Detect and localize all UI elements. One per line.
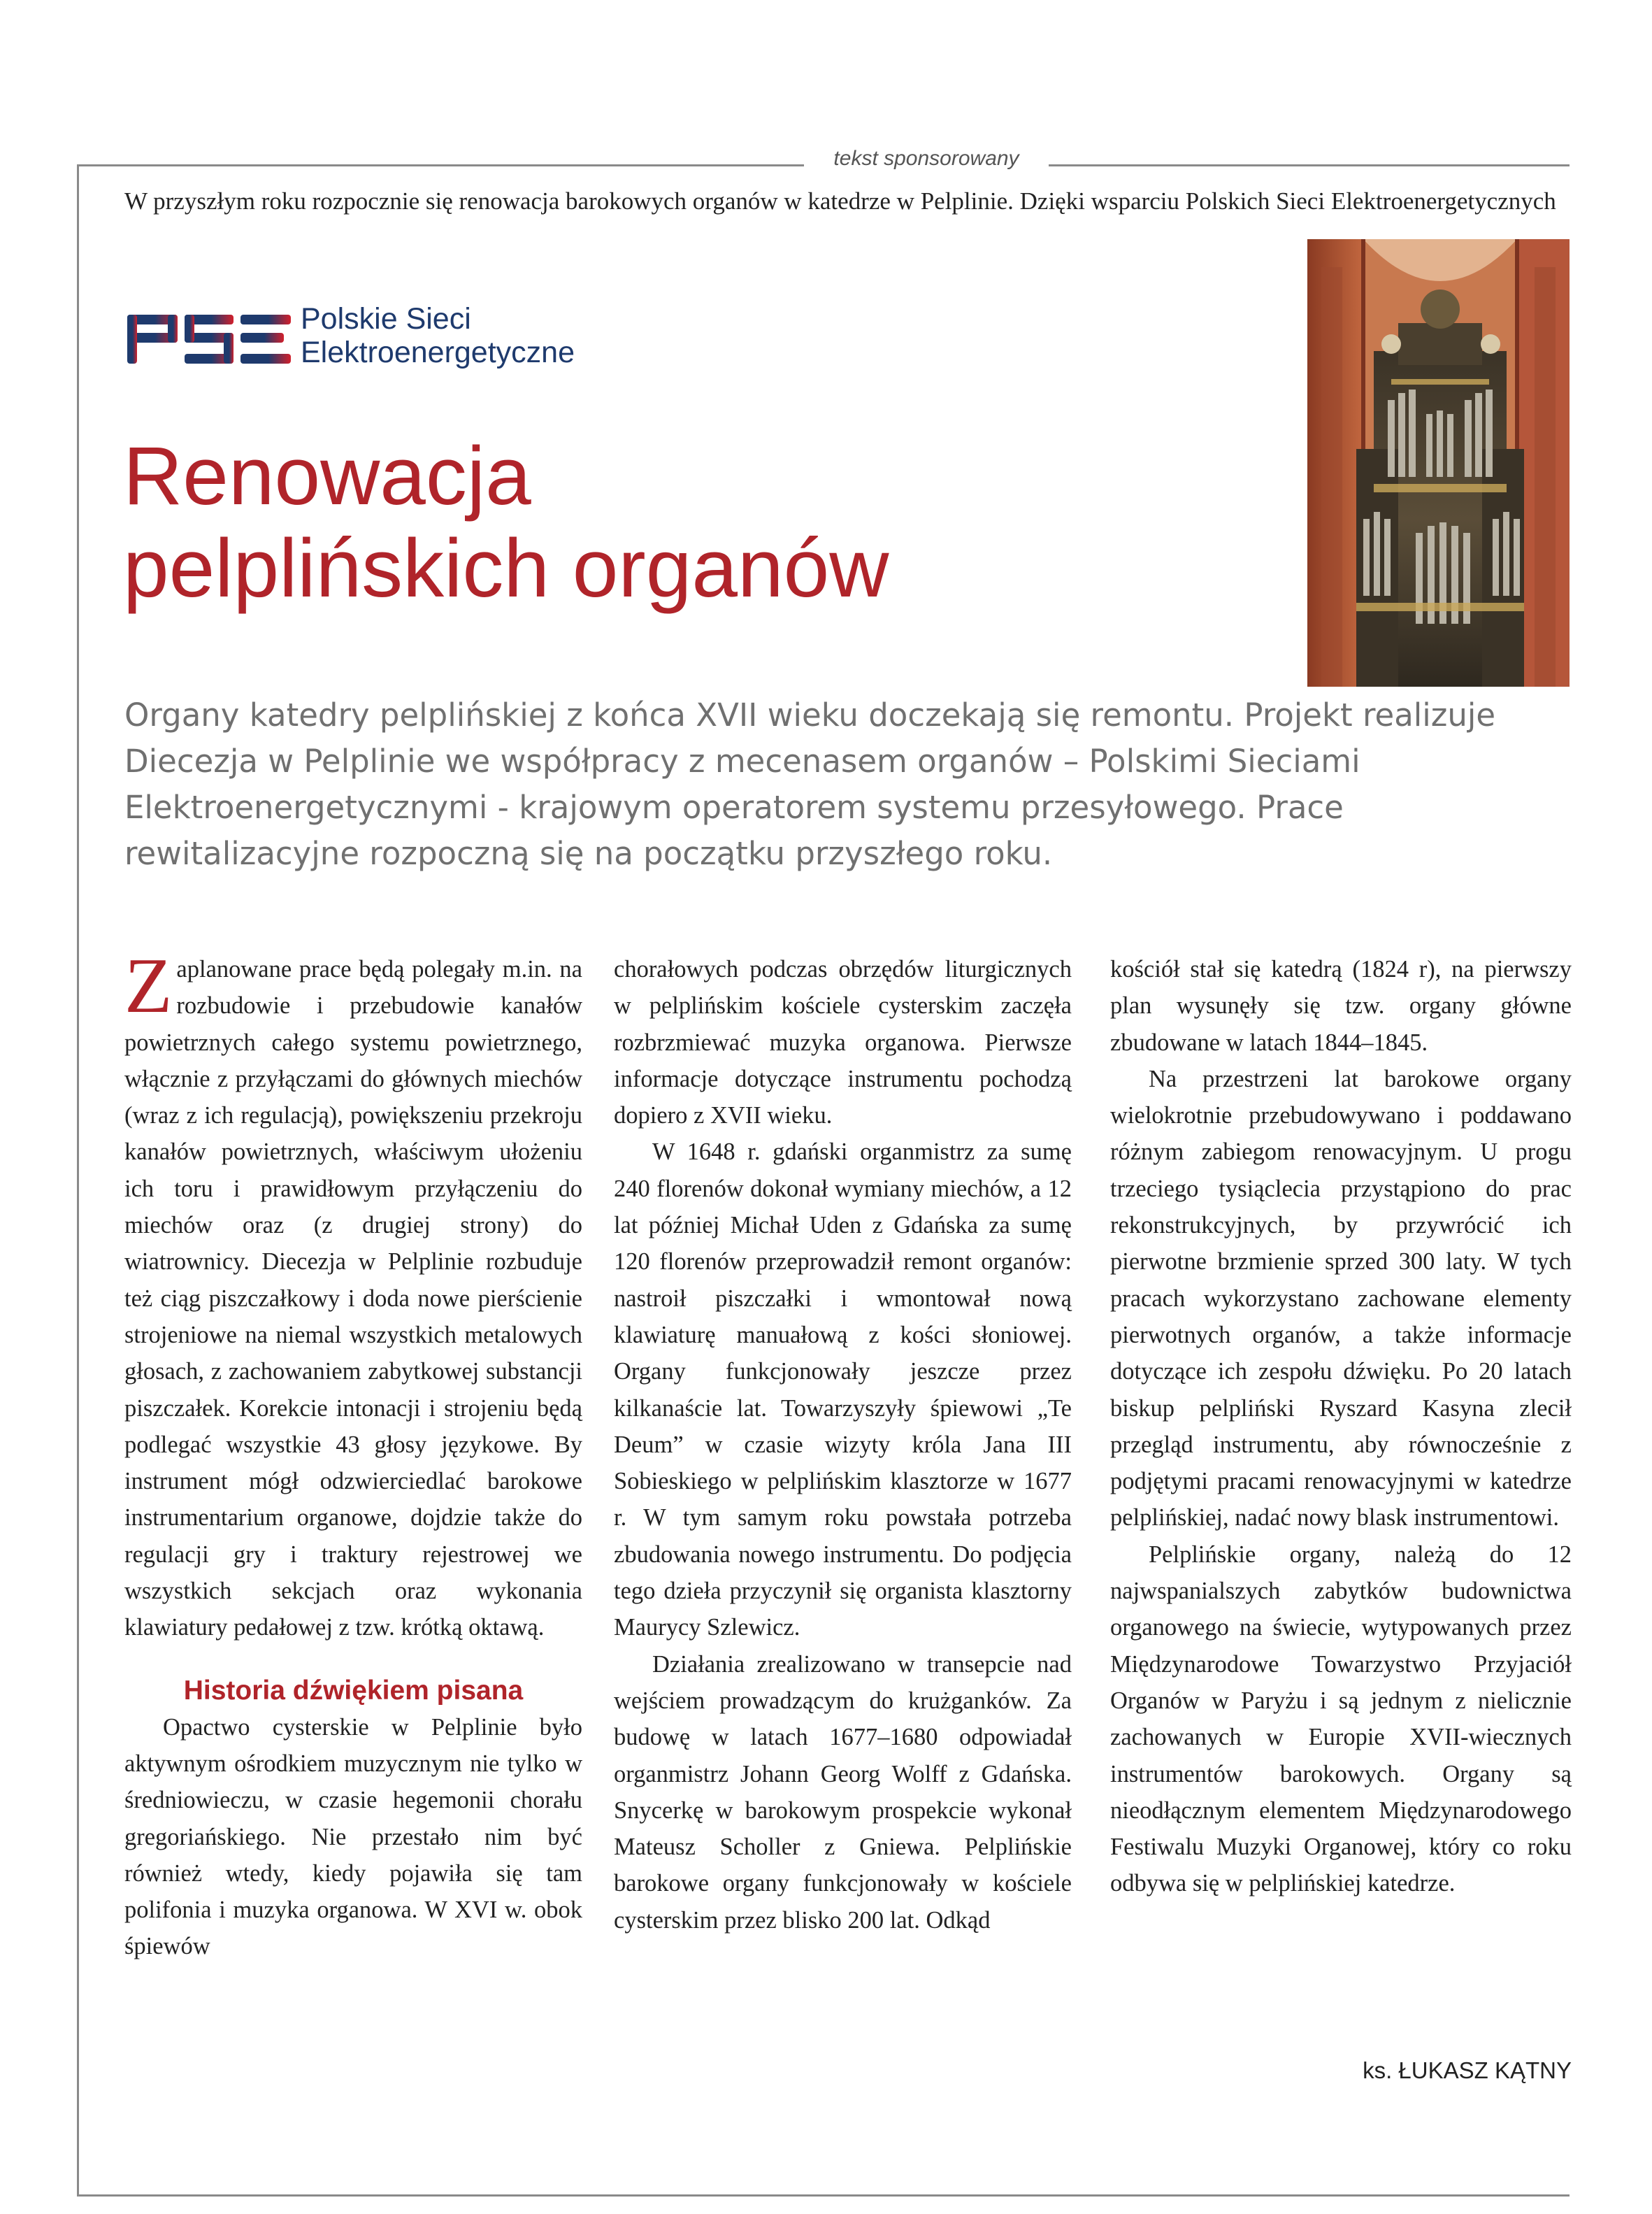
author-byline: ks. ŁUKASZ KĄTNY bbox=[1363, 2057, 1572, 2083]
col3-paragraph-3: Pelplińskie organy, należą do 12 najwspanialszych zabytków budownictwa organowego na świecie, wytypowanych przez Międzynarodowe Towarzystwo Przyjaciół Organów w Paryżu i są jednym z nielicznie zachowanych w Europie XVII-wiecznych instrumentów barokowych. Organy są nieodłącznym elementem Międzynarodowego Festiwalu Muzyki Organowej, który co roku odbywa się w pelplińskiej katedrze. bbox=[1110, 1541, 1572, 1897]
frame-top-right-rule bbox=[1049, 164, 1570, 166]
logo-line-1: Polskie Sieci bbox=[301, 302, 471, 336]
title-line-2: pelplińskich organów bbox=[123, 522, 889, 615]
title-line-1: Renowacja bbox=[123, 430, 531, 522]
pse-logo-text bbox=[301, 302, 575, 369]
column-1 bbox=[124, 943, 582, 1965]
pse-logo-mark bbox=[126, 308, 294, 372]
column-2 bbox=[614, 951, 1072, 1938]
col1-paragraph-1-text: aplanowane prace będą polegały m.in. na rozbudowie i przebudowie kanałów powietrznych całego systemu powietrznego, włącznie z przyłączami do głównych miechów (wraz z ich regulacją), powiększeniu przekroju kanałów powietrznych, właściwym ułożeniu ich toru i prawidłowym przyłączeniu do miechów oraz (z drugiej strony) do wiatrownicy. Diecezja w Pelplinie rozbuduje też ciąg piszczałkowy i doda nowe pierścienie strojeniowe na niemal wszystkich metalowych głosach, z zachowaniem zabytkowej substancji piszczałek. Korekcie intonacji i strojeniu będą podlegać wszystkie 43 głosy językowe. By instrument mógł odzwierciedlać barokowe instrumentarium organowe, dojdzie także do regulacji gry i traktury rejestrowej we wszystkich sekcjach oraz wykonania klawiatury pedałowej z tzw. krótką oktawą. bbox=[124, 956, 582, 1641]
sponsor-label: tekst sponsorowany bbox=[833, 147, 1019, 170]
pse-logo bbox=[126, 302, 615, 379]
frame-left-rule bbox=[77, 164, 79, 2196]
frame-bottom-rule bbox=[77, 2194, 1570, 2197]
col1-paragraph-2: Opactwo cysterskie w Pelplinie było aktywnym ośrodkiem muzycznym nie tylko w średniowieczu, w czasie hegemonii chorału gregoriańskiego. Nie przestało nim być również wtedy, kiedy pojawiła się tam polifonia i muzyka organowa. W XVI w. obok śpiewów bbox=[124, 1713, 582, 1960]
organ-photo bbox=[1307, 239, 1570, 687]
col3-paragraph-1: kościół stał się katedrą (1824 r), na pierwszy plan wysunęły się tzw. organy główne zbudowane w latach 1844–1845. bbox=[1110, 956, 1572, 1056]
drop-cap: Z bbox=[124, 943, 173, 1029]
col2-paragraph-3: Działania zrealizowano w transepcie nad wejściem prowadzącym do krużganków. Za budowę w latach 1677–1680 odpowiadał organmistrz Johann Georg Wolff z Gdańska. Snycerkę w barokowym prospekcie wykonał Mateusz Scholler z Gniewa. Pelplińskie barokowe organy funkcjonowały w kościele cysterskim przez blisko 200 lat. Odkąd bbox=[614, 1650, 1072, 1934]
frame-top-left-rule bbox=[77, 164, 804, 166]
col2-paragraph-2: W 1648 r. gdański organmistrz za sumę 240 florenów dokonał wymiany miechów, a 12 lat później Michał Uden z Gdańska za sumę 120 florenów przeprowadził remont organów: nastroił piszczałki i wmontował nową klawiaturę manuałową z kości słoniowej. Organy funkcjonowały jeszcze przez kilkanaście lat. Towarzyszyły śpiewowi „Te Deum” w czasie wizyty króla Jana III Sobieskiego w pelplińskim klasztorze w 1677 r. W tym samym roku powstała potrzeba zbudowania nowego instrumentu. Do podjęcia tego dzieła przyczynił się organista klasztorny Maurycy Szlewicz. bbox=[614, 1138, 1072, 1641]
col2-paragraph-1: chorałowych podczas obrzędów liturgicznych w pelplińskim kościele cysterskim zaczęła rozbrzmiewać muzyka organowa. Pierwsze informacje dotyczące instrumentu pochodzą dopiero z XVII wieku. bbox=[614, 956, 1072, 1129]
article-title bbox=[123, 430, 1242, 615]
section-subheading: Historia dźwiękiem pisana bbox=[183, 1675, 524, 1706]
col1-paragraph-1 bbox=[124, 943, 582, 1646]
intro-text: W przyszłym roku rozpocznie się renowacja barokowych organów w katedrze w Pelplinie. Dzięki wsparciu Polskich Sieci Elektroenergetycznych bbox=[124, 187, 1556, 215]
column-3 bbox=[1110, 951, 1572, 1902]
col3-paragraph-2: Na przestrzeni lat barokowe organy wielokrotnie przebudowywano i poddawano różnym zabiegom renowacyjnym. U progu trzeciego tysiąclecia przystąpiono do prac rekonstrukcyjnych, by przywrócić ich pierwotne brzmienie sprzed 300 laty. W tych pracach wykorzystano zachowane elementy pierwotnych organów, a także informacje dotyczące ich zespołu dźwięku. Po 20 latach biskup pelpliński Ryszard Kasyna zlecił przegląd instrumentu, aby równocześnie z podjętymi pracami renowacyjnymi w katedrze pelplińskiej, nadać nowy blask instrumentowi. bbox=[1110, 1065, 1572, 1531]
lead-paragraph: Organy katedry pelplińskiej z końca XVII wieku doczekają się remontu. Projekt realizuje Diecezja w Pelplinie we współpracy z mecenasem organów – Polskimi Sieciami Elektroenergetycznymi - krajowym operatorem systemu przesyłowego. Prace rewitalizacyjne rozpoczną się na początku przyszłego roku. bbox=[124, 697, 1496, 872]
logo-line-2: Elektroenergetyczne bbox=[301, 336, 575, 369]
